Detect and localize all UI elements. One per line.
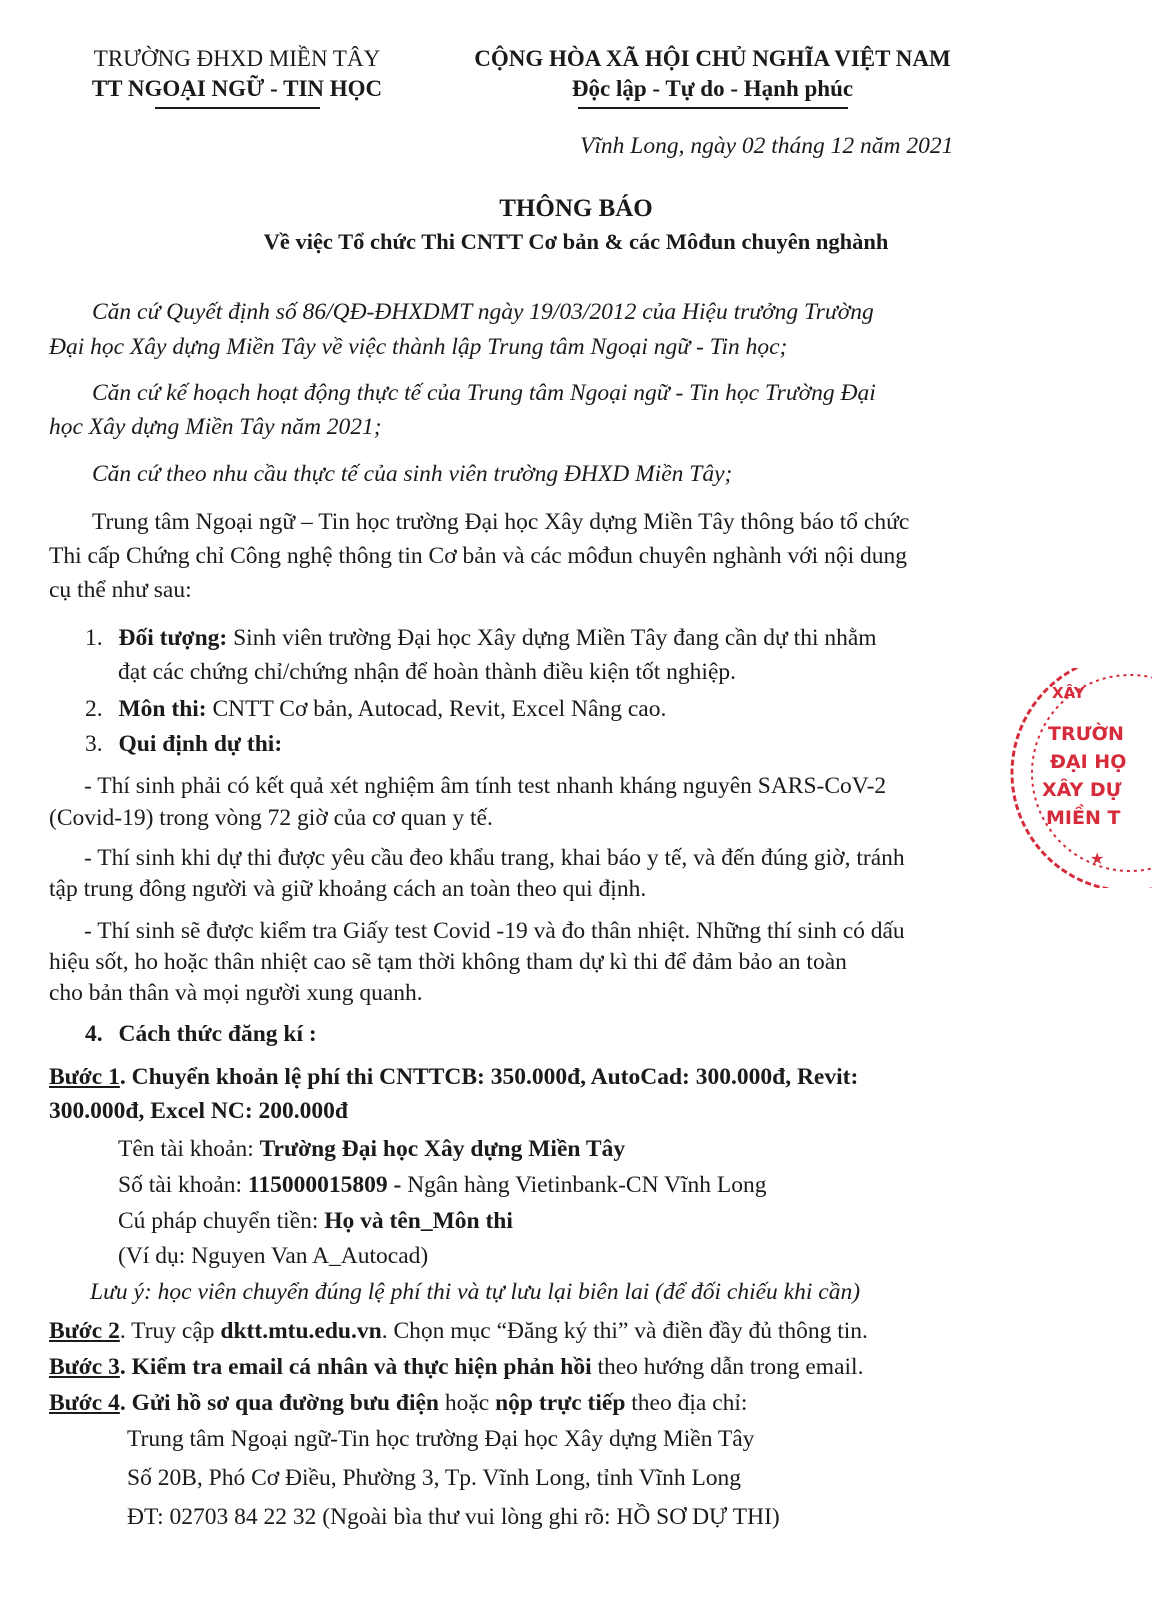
step-text: . Truy cập [119, 1318, 221, 1344]
seal-star-icon: ★ [1090, 849, 1105, 868]
preamble-line: học Xây dựng Miền Tây năm 2021; [49, 414, 382, 440]
doc-subtitle: Về việc Tổ chức Thi CNTT Cơ bản & các Môđun chuyên nghành [263, 229, 889, 254]
seal-text: MIỀN T [1046, 807, 1121, 829]
seal-text: XÂY DỰ [1042, 779, 1122, 801]
rule-line: - Thí sinh khi dự thi được yêu cầu đeo khẩu trang, khai báo y tế, và đến đúng giờ, tránh [84, 845, 905, 871]
intro-line: Trung tâm Ngoại ngữ – Tin học trường Đại học Xây dựng Miền Tây thông báo tổ chức [92, 509, 910, 535]
account-name: Trường Đại học Xây dựng Miền Tây [259, 1136, 626, 1162]
account-number-label: Số tài khoản: [118, 1172, 248, 1198]
step-label: Bước 4 [49, 1390, 120, 1416]
preamble-line: Căn cứ kế hoạch hoạt động thực tế của Trung tâm Ngoại ngữ - Tin học Trường Đại [92, 380, 876, 406]
step-text: hoặc [438, 1390, 496, 1416]
center-name: TT NGOẠI NGỮ - TIN HỌC [91, 76, 383, 101]
item-label: Môn thi: [118, 696, 207, 722]
rule-line: - Thí sinh phải có kết quả xét nghiệm âm tính test nhanh kháng nguyên SARS-CoV-2 [84, 773, 887, 799]
header-rule-right [578, 107, 848, 109]
preamble-line: Căn cứ Quyết định số 86/QĐ-ĐHXDMT ngày 19/03/2012 của Hiệu trưởng Trường [92, 299, 874, 325]
item-text: CNTT Cơ bản, Autocad, Revit, Excel Nâng cao. [206, 696, 667, 722]
seal-text: TRƯỜN [1048, 723, 1124, 745]
step-text: theo địa chỉ: [625, 1390, 748, 1416]
doc-title: THÔNG BÁO [499, 195, 653, 222]
step-label: Bước 3 [49, 1354, 120, 1380]
rule-line: (Covid-19) trong vòng 72 giờ của cơ quan y tế. [49, 805, 493, 831]
registration-url: dktt.mtu.edu.vn [220, 1318, 382, 1344]
list-item [85, 731, 282, 758]
item-label: Đối tượng: [118, 625, 228, 651]
note: Lưu ý: học viên chuyển đúng lệ phí thi và tự lưu lại biên lai (để đối chiếu khi cần) [90, 1279, 861, 1305]
seal-text: ĐẠI HỌ [1050, 751, 1127, 773]
rule-line: - Thí sinh sẽ được kiểm tra Giấy test Covid -19 và đo thân nhiệt. Những thí sinh có dấu [84, 918, 905, 944]
account-name-row [118, 1136, 625, 1163]
preamble-line: Căn cứ theo nhu cầu thực tế của sinh viên trường ĐHXD Miền Tây; [92, 461, 733, 487]
account-number: 115000015809 - [247, 1172, 402, 1198]
item-number: 4. [85, 1021, 103, 1047]
item-number: 1. [85, 625, 103, 651]
preamble-line: Đại học Xây dựng Miền Tây về việc thành lập Trung tâm Ngoại ngữ - Tin học; [49, 334, 788, 360]
item-number: 2. [85, 696, 103, 722]
seal-stamp-icon [990, 668, 1152, 888]
intro-line: Thi cấp Chứng chỉ Công nghệ thông tin Cơ bản và các môđun chuyên nghành với nội dung [49, 543, 907, 569]
syntax-label: Cú pháp chuyển tiền: [118, 1208, 325, 1234]
step-4 [49, 1390, 747, 1417]
address-line: ĐT: 02703 84 22 32 (Ngoài bìa thư vui lòng ghi rõ: HỒ SƠ DỰ THI) [127, 1504, 780, 1530]
step-text: . Gửi hồ sơ qua đường bưu điện [119, 1390, 439, 1416]
item-text: đạt các chứng chỉ/chứng nhận để hoàn thành điều kiện tốt nghiệp. [118, 659, 737, 685]
step-label: Bước 2 [49, 1318, 120, 1344]
account-name-label: Tên tài khoản: [118, 1136, 260, 1162]
rule-line: tập trung đông người và giữ khoảng cách an toàn theo qui định. [49, 876, 647, 902]
rule-line: cho bản thân và mọi người xung quanh. [49, 980, 423, 1006]
list-item [85, 696, 666, 723]
transfer-example: (Ví dụ: Nguyen Van A_Autocad) [118, 1243, 429, 1269]
transfer-syntax-row [118, 1208, 513, 1235]
item-label: Qui định dự thi: [118, 731, 283, 757]
intro-line: cụ thể như sau: [49, 577, 192, 603]
step-3 [49, 1354, 863, 1381]
header-rule-left [155, 107, 320, 109]
step-1 [49, 1064, 858, 1091]
seal-text: XÂY [1052, 684, 1085, 702]
list-item [85, 1021, 317, 1048]
step-text: theo hướng dẫn trong email. [591, 1354, 864, 1380]
motto: Độc lập - Tự do - Hạnh phúc [571, 76, 854, 101]
address-line: Trung tâm Ngoại ngữ-Tin học trường Đại học Xây dựng Miền Tây [127, 1426, 755, 1452]
syntax-value: Họ và tên_Môn thi [324, 1208, 513, 1234]
step-text: nộp trực tiếp [495, 1390, 626, 1416]
list-item [85, 625, 877, 652]
address-line: Số 20B, Phó Cơ Điều, Phường 3, Tp. Vĩnh Long, tỉnh Vĩnh Long [127, 1465, 742, 1491]
bank-name: Ngân hàng Vietinbank-CN Vĩnh Long [401, 1172, 767, 1198]
step-label: Bước 1 [49, 1064, 120, 1090]
step-2 [49, 1318, 868, 1345]
step-text: . Kiểm tra email cá nhân và thực hiện phản hồi [119, 1354, 592, 1380]
org-name: TRƯỜNG ĐHXD MIỀN TÂY [93, 46, 381, 71]
account-number-row [118, 1172, 767, 1199]
step-text: 300.000đ, Excel NC: 200.000đ [49, 1098, 348, 1124]
item-number: 3. [85, 731, 103, 757]
date-line: Vĩnh Long, ngày 02 tháng 12 năm 2021 [580, 133, 954, 159]
rule-line: hiệu sốt, ho hoặc thân nhiệt cao sẽ tạm thời không tham dự kì thi để đảm bảo an toàn [49, 949, 847, 975]
item-label: Cách thức đăng kí : [118, 1021, 317, 1047]
nation-name: CỘNG HÒA XÃ HỘI CHỦ NGHĨA VIỆT NAM [474, 46, 951, 71]
step-text: . Chuyển khoản lệ phí thi CNTTCB: 350.000đ, AutoCad: 300.000đ, Revit: [119, 1064, 859, 1090]
item-text: Sinh viên trường Đại học Xây dựng Miền Tây đang cần dự thi nhằm [227, 625, 877, 651]
step-text: . Chọn mục “Đăng ký thi” và điền đầy đủ thông tin. [381, 1318, 868, 1344]
